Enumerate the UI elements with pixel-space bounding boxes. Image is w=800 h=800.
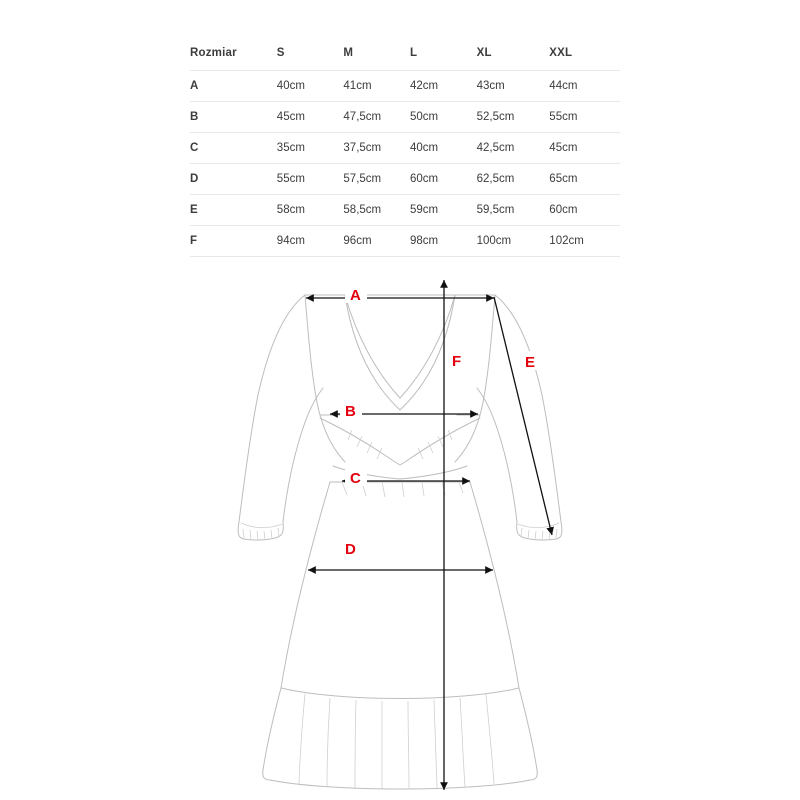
cell-b-m: 47,5cm [343, 102, 410, 133]
label-e: E [525, 354, 536, 371]
cell-d-xl: 62,5cm [477, 164, 550, 195]
cell-e-l: 59cm [410, 195, 477, 226]
label-c: C [350, 470, 361, 487]
cell-f-xxl: 102cm [549, 226, 620, 257]
size-chart-table [190, 38, 620, 257]
cell-a-s: 40cm [277, 71, 344, 102]
garment-measurement-diagram [0, 250, 800, 800]
measure-line-e [494, 297, 552, 535]
cell-a-xxl: 44cm [549, 71, 620, 102]
cell-c-s: 35cm [277, 133, 344, 164]
label-f: F [452, 353, 462, 370]
table-header [190, 38, 620, 71]
cell-d-xxl: 65cm [549, 164, 620, 195]
column-header-m: M [343, 38, 410, 71]
cell-d-l: 60cm [410, 164, 477, 195]
cell-f-m: 96cm [343, 226, 410, 257]
column-header-rozmiar: Rozmiar [190, 38, 277, 71]
cell-d-s: 55cm [277, 164, 344, 195]
cell-e-m: 58,5cm [343, 195, 410, 226]
cell-c-l: 40cm [410, 133, 477, 164]
table-row [190, 71, 620, 102]
cell-e-s: 58cm [277, 195, 344, 226]
row-label-d: D [190, 164, 277, 195]
table-row [190, 133, 620, 164]
label-d: D [345, 541, 356, 558]
cell-b-l: 50cm [410, 102, 477, 133]
cell-b-s: 45cm [277, 102, 344, 133]
dress-outline [238, 295, 562, 789]
cell-b-xxl: 55cm [549, 102, 620, 133]
cell-e-xl: 59,5cm [477, 195, 550, 226]
cell-f-l: 98cm [410, 226, 477, 257]
column-header-xxl: XXL [549, 38, 620, 71]
row-label-a: A [190, 71, 277, 102]
table-row [190, 102, 620, 133]
measurement-labels [340, 284, 543, 558]
cell-a-l: 42cm [410, 71, 477, 102]
cell-e-xxl: 60cm [549, 195, 620, 226]
table-body [190, 71, 620, 257]
row-label-f: F [190, 226, 277, 257]
column-header-xl: XL [477, 38, 550, 71]
table-row [190, 164, 620, 195]
row-label-b: B [190, 102, 277, 133]
row-label-e: E [190, 195, 277, 226]
label-b: B [345, 403, 356, 420]
cell-d-m: 57,5cm [343, 164, 410, 195]
cell-a-xl: 43cm [477, 71, 550, 102]
label-a: A [350, 287, 361, 304]
column-header-l: L [410, 38, 477, 71]
row-label-c: C [190, 133, 277, 164]
cell-a-m: 41cm [343, 71, 410, 102]
cell-c-xl: 42,5cm [477, 133, 550, 164]
table-header-row [190, 38, 620, 71]
column-header-s: S [277, 38, 344, 71]
cell-c-xxl: 45cm [549, 133, 620, 164]
cell-f-s: 94cm [277, 226, 344, 257]
cell-c-m: 37,5cm [343, 133, 410, 164]
cell-f-xl: 100cm [477, 226, 550, 257]
cell-b-xl: 52,5cm [477, 102, 550, 133]
table-row [190, 195, 620, 226]
measurement-lines [306, 280, 552, 790]
